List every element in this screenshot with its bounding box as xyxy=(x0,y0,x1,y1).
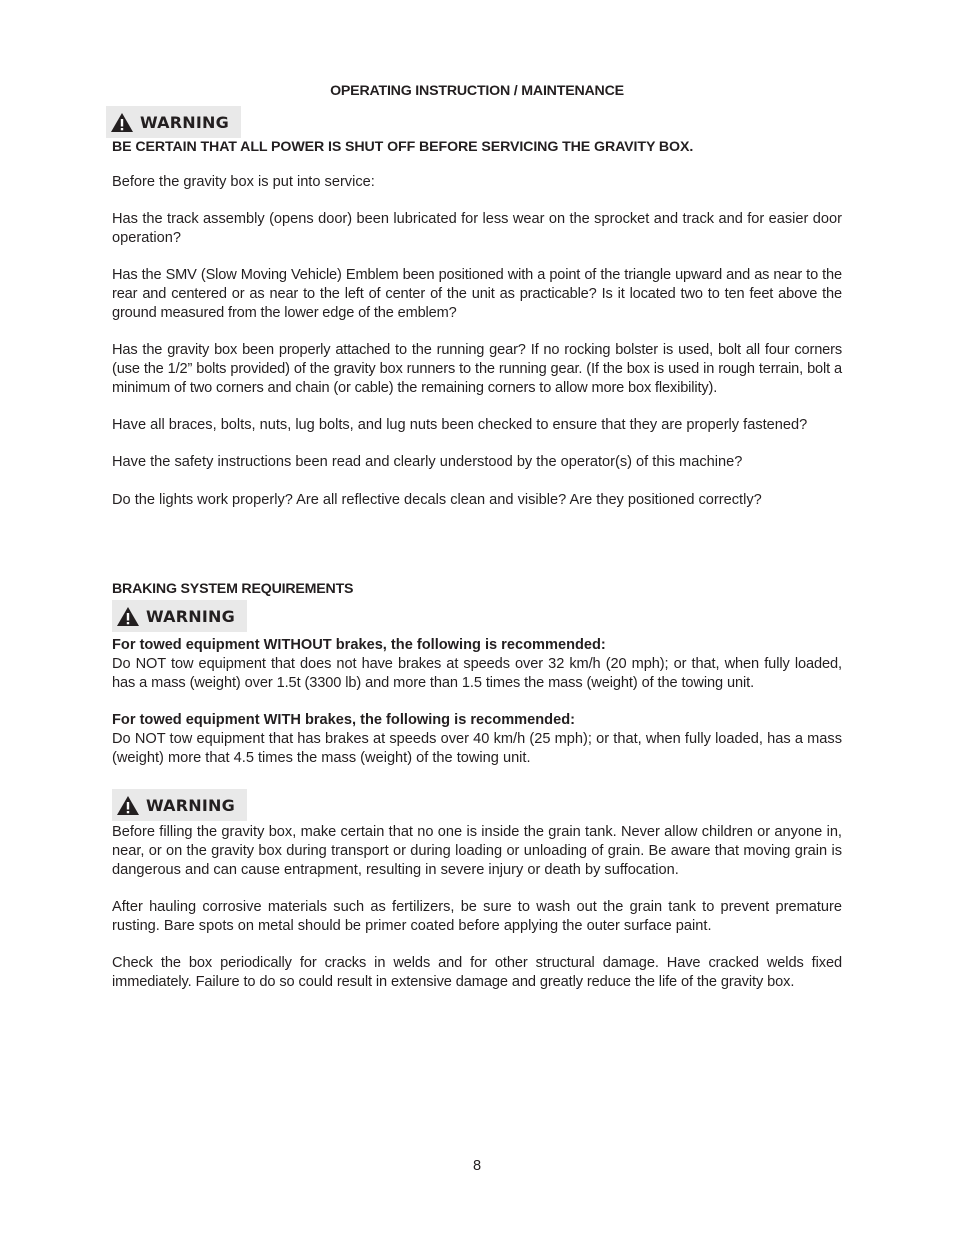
warning-triangle-icon xyxy=(116,795,140,816)
checklist-track-assembly: Has the track assembly (opens door) been lubricated for less wear on the sprocket and track and for easier door operation? xyxy=(112,211,842,246)
checklist-running-gear: Has the gravity box been properly attached to the running gear? If no rocking bolster is used, bolt all four corners (use the 1/2” bolts provided) of the gravity box runners to the running gear. (If the box is used in rough terrain, bolt a minimum of two corners and chain (or cable) the remaining corners to allow more box flexibility). xyxy=(112,342,842,396)
power-warning-statement: BE CERTAIN THAT ALL POWER IS SHUT OFF BEFORE SERVICING THE GRAVITY BOX. xyxy=(112,139,694,155)
with-brakes-text: Do NOT tow equipment that has brakes at speeds over 40 km/h (25 mph); or that, when fully loaded, has a mass (weight) more that 4.5 times the mass (weight) of the towing unit. xyxy=(112,731,842,766)
checklist-lights: Do the lights work properly? Are all reflective decals clean and visible? Are they positioned correctly? xyxy=(112,492,762,508)
warning-triangle-icon xyxy=(110,112,134,133)
page-number: 8 xyxy=(472,1158,482,1174)
page-title: OPERATING INSTRUCTION / MAINTENANCE xyxy=(330,83,624,99)
warning-banner-3 xyxy=(112,789,247,821)
checklist-smv-emblem: Has the SMV (Slow Moving Vehicle) Emblem been positioned with a point of the triangle upward and as near to the rear and centered or as near to the left of center of the unit as practicable? Is it located two to ten feet above the ground measured from the lower edge of the emblem? xyxy=(112,267,842,321)
structural-check-text: Check the box periodically for cracks in welds and for other structural damage. Have cracked welds fixed immediately. Failure to do so could result in extensive damage and greatly reduce the life of the gravity box. xyxy=(112,955,842,990)
braking-section-heading: BRAKING SYSTEM REQUIREMENTS xyxy=(112,581,354,597)
without-brakes-heading: For towed equipment WITHOUT brakes, the following is recommended: xyxy=(112,637,606,653)
warning-banner-1 xyxy=(106,106,241,138)
warning-triangle-icon xyxy=(116,606,140,627)
grain-tank-warning-text: Before filling the gravity box, make certain that no one is inside the grain tank. Never allow children or anyone in, near, or on the gravity box during transport or during loading or unloading of grain. Be aware that moving grain is dangerous and can cause entrapment, resulting in severe injury or death by suffocation. xyxy=(112,824,842,878)
without-brakes-text: Do NOT tow equipment that does not have brakes at speeds over 32 km/h (20 mph); or that, when fully loaded, has a mass (weight) over 1.5t (3300 lb) and more than 1.5 times the mass (weight) of the towing unit. xyxy=(112,656,842,691)
with-brakes-heading: For towed equipment WITH brakes, the following is recommended: xyxy=(112,712,575,728)
checklist-safety-instructions: Have the safety instructions been read and clearly understood by the operator(s) of this machine? xyxy=(112,454,743,470)
warning-label: WARNING xyxy=(140,112,229,132)
corrosive-materials-text: After hauling corrosive materials such as fertilizers, be sure to wash out the grain tank to prevent premature rusting. Bare spots on metal should be primer coated before applying the outer surface paint. xyxy=(112,899,842,934)
document-page xyxy=(112,0,842,1235)
warning-label: WARNING xyxy=(146,795,235,815)
warning-label: WARNING xyxy=(146,606,235,626)
service-intro: Before the gravity box is put into service: xyxy=(112,174,375,190)
checklist-fasteners: Have all braces, bolts, nuts, lug bolts, and lug nuts been checked to ensure that they are properly fastened? xyxy=(112,417,808,433)
warning-banner-2 xyxy=(112,600,247,632)
